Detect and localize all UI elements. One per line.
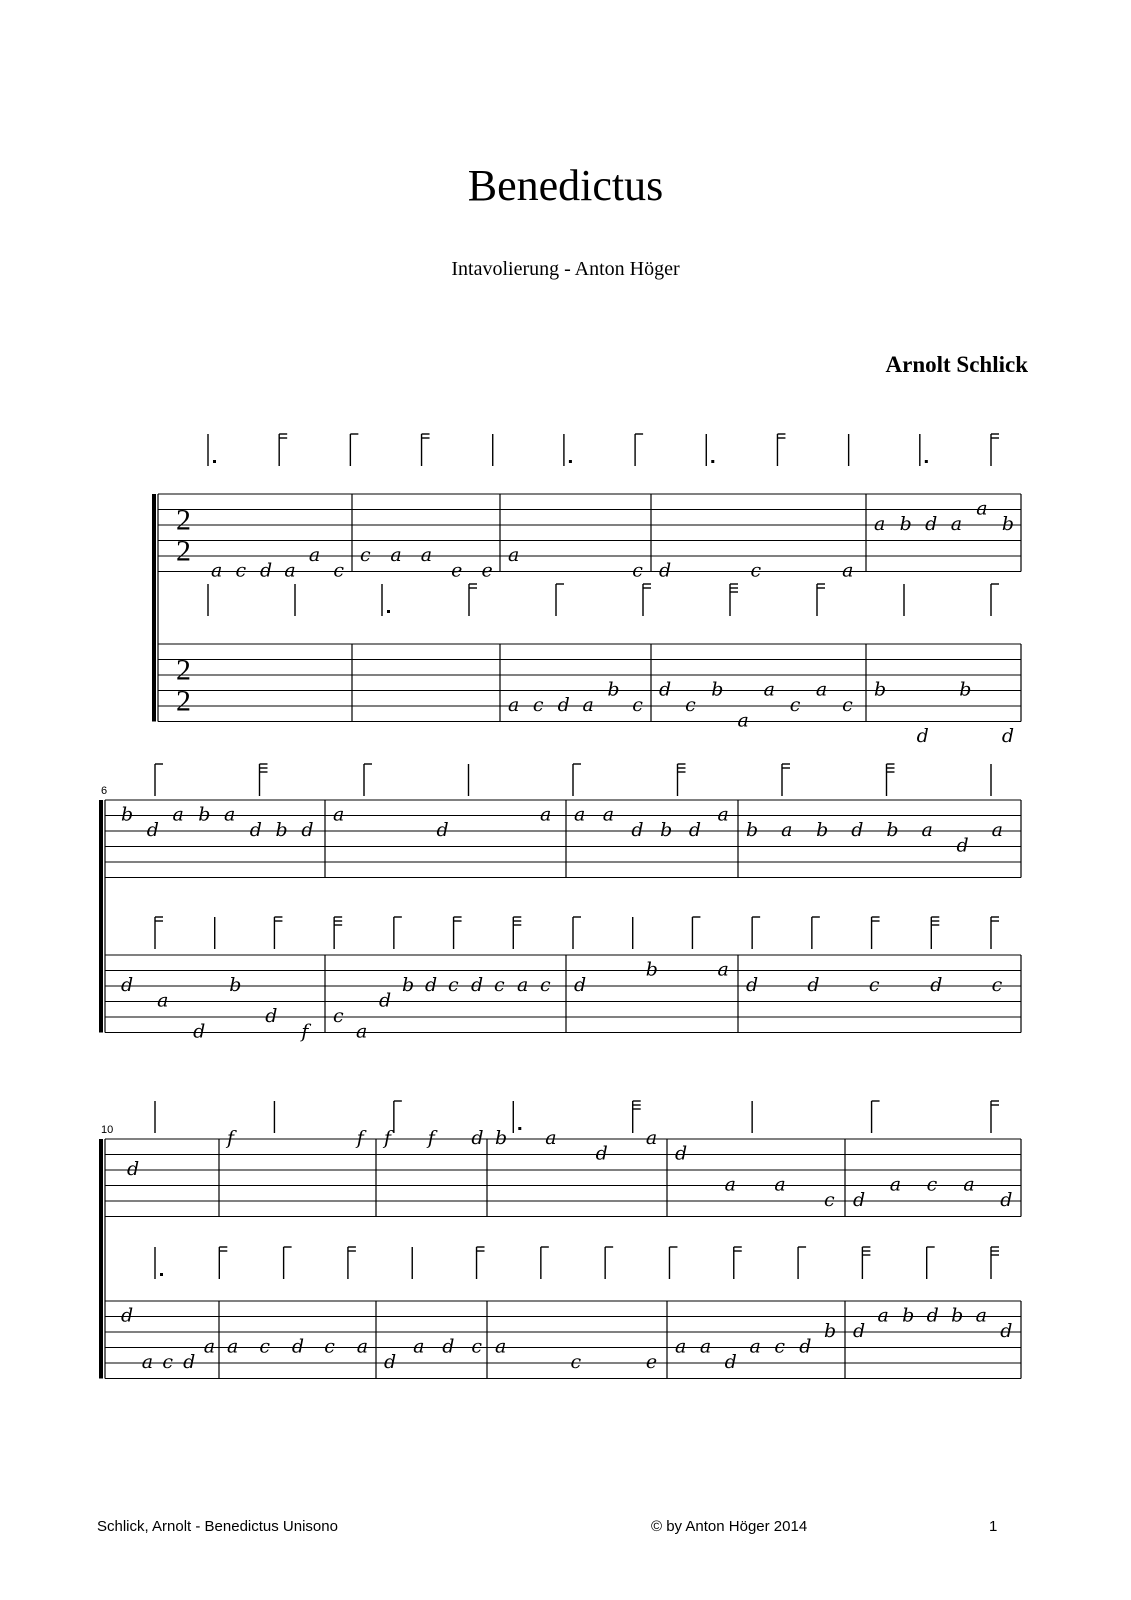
time-signature-lower: 2 xyxy=(176,684,191,718)
tab-letter: d xyxy=(659,678,672,701)
tab-letter: d xyxy=(471,974,484,996)
tab-letter: d xyxy=(659,559,672,582)
tab-letter: a xyxy=(991,819,1003,841)
tab-letter: f xyxy=(301,1020,309,1043)
tab-letter: d xyxy=(146,819,159,841)
tab-letter: c xyxy=(824,1189,835,1211)
tab-letter: a xyxy=(815,678,828,701)
tab-letter: a xyxy=(413,1335,425,1358)
tab-letter: b xyxy=(951,1304,964,1327)
tab-letter: c xyxy=(632,694,643,716)
tab-letter: c xyxy=(448,974,459,996)
tab-letter: a xyxy=(517,974,529,996)
rhythm-dot xyxy=(160,1273,163,1276)
tab-letter: d xyxy=(956,834,969,857)
tab-letter: a xyxy=(675,1335,687,1358)
tab-letter: c xyxy=(789,694,801,716)
tab-letter: c xyxy=(685,694,696,716)
tab-letter: b xyxy=(711,678,724,701)
tab-letter: d xyxy=(249,819,262,841)
tab-letter: d xyxy=(121,1304,134,1327)
tab-letter: d xyxy=(301,819,314,841)
tab-letter: c xyxy=(632,559,643,582)
tab-letter: c xyxy=(540,974,551,996)
tab-letter: d xyxy=(916,725,929,747)
tab-letter: d xyxy=(379,989,392,1012)
tab-letter: b xyxy=(902,1304,915,1327)
tab-letter: c xyxy=(259,1335,271,1358)
page-number: 1 xyxy=(989,1518,998,1535)
page-title: Benedictus xyxy=(467,161,664,210)
rhythm-dot xyxy=(387,610,390,613)
tab-letter: b xyxy=(645,958,658,981)
page-subtitle: Intavolierung - Anton Höger xyxy=(451,258,680,280)
tab-letter: f xyxy=(356,1127,364,1149)
tab-letter: d xyxy=(259,559,273,582)
tab-letter: a xyxy=(724,1173,737,1196)
tab-letter: d xyxy=(851,819,864,841)
tab-letter: a xyxy=(420,544,433,566)
tab-letter: c xyxy=(324,1335,335,1358)
tab-letter: d xyxy=(265,1005,278,1027)
tab-letter: d xyxy=(853,1189,866,1211)
tab-letter: f xyxy=(427,1127,435,1149)
measure-number: 10 xyxy=(101,1124,114,1136)
rhythm-dot xyxy=(213,460,216,463)
tab-letter: b xyxy=(660,819,673,841)
tab-letter: b xyxy=(824,1320,837,1342)
tab-letter: d xyxy=(471,1127,484,1149)
tab-letter: b xyxy=(607,678,620,701)
tab-letter: f xyxy=(227,1127,235,1149)
tab-letter: b xyxy=(746,819,759,841)
tab-letter: b xyxy=(899,513,912,535)
tab-letter: c xyxy=(532,694,544,716)
tab-letter: a xyxy=(224,803,236,826)
tab-letter: a xyxy=(495,1335,507,1358)
tab-letter: d xyxy=(127,1158,140,1180)
tab-letter: c xyxy=(162,1351,174,1373)
composer-name: Arnolt Schlick xyxy=(885,352,1028,377)
rhythm-dot xyxy=(711,460,714,463)
tab-letter: d xyxy=(425,974,438,996)
tab-letter: a xyxy=(717,958,729,981)
tab-letter: b xyxy=(816,819,829,841)
tab-letter: a xyxy=(975,1304,987,1327)
tab-letter: d xyxy=(1001,725,1015,747)
tab-letter: a xyxy=(950,513,963,535)
tab-letter: a xyxy=(842,559,854,582)
tab-letter: d xyxy=(595,1142,608,1165)
tab-letter: a xyxy=(157,989,169,1012)
tab-letter: a xyxy=(508,694,520,716)
tab-letter: a xyxy=(602,803,615,826)
rhythm-dot xyxy=(518,1127,521,1130)
tab-letter: b xyxy=(1001,513,1015,535)
tab-letter: a xyxy=(582,694,594,716)
tab-letter: d xyxy=(853,1320,866,1342)
tab-letter: f xyxy=(384,1127,392,1149)
tab-letter: d xyxy=(1000,1320,1013,1342)
tab-letter: a xyxy=(390,544,402,566)
tab-letter: a xyxy=(574,803,586,826)
tab-letter: b xyxy=(495,1127,508,1149)
tab-letter: a xyxy=(508,544,520,566)
tab-letter: a xyxy=(976,497,988,520)
tab-letter: a xyxy=(141,1351,154,1373)
tab-letter: d xyxy=(925,513,938,535)
tab-letter: d xyxy=(574,974,587,996)
tab-letter: d xyxy=(1000,1189,1013,1211)
time-signature-upper: 2 xyxy=(176,653,191,687)
tab-letter: a xyxy=(737,709,749,732)
tab-letter: c xyxy=(471,1335,483,1358)
rhythm-dot xyxy=(925,460,928,463)
tab-letter: a xyxy=(774,1173,786,1196)
tab-letter: d xyxy=(557,694,570,716)
tab-letter: d xyxy=(631,819,644,841)
tab-letter: a xyxy=(227,1335,239,1358)
tab-letter: a xyxy=(172,803,184,826)
tab-letter: a xyxy=(308,544,321,566)
tab-letter: b xyxy=(198,803,211,826)
tab-letter: a xyxy=(203,1335,216,1358)
tab-letter: e xyxy=(451,559,463,582)
tab-letter: a xyxy=(963,1173,975,1196)
tab-letter: c xyxy=(842,694,853,716)
tab-letter: c xyxy=(750,559,762,582)
tab-letter: a xyxy=(356,1020,368,1043)
tab-letter: a xyxy=(356,1335,369,1358)
tab-letter: c xyxy=(235,559,247,582)
tab-letter: d xyxy=(724,1351,737,1373)
system-brace xyxy=(152,494,156,722)
tab-letter: c xyxy=(926,1173,938,1196)
tab-letter: e xyxy=(645,1351,658,1373)
tab-letter: d xyxy=(930,974,943,996)
tab-letter: d xyxy=(121,974,134,996)
tab-letter: a xyxy=(921,819,933,841)
tab-letter: b xyxy=(275,819,288,841)
tab-letter: a xyxy=(699,1335,712,1358)
tab-letter: a xyxy=(889,1173,902,1196)
tab-letter: d xyxy=(746,974,759,996)
tab-letter: c xyxy=(333,559,345,582)
tab-letter: a xyxy=(877,1304,889,1327)
tab-letter: d xyxy=(183,1351,196,1373)
tab-letter: c xyxy=(868,974,880,996)
tab-letter: d xyxy=(193,1020,206,1043)
tab-letter: b xyxy=(959,678,972,701)
tab-letter: a xyxy=(874,513,886,535)
tab-letter: c xyxy=(360,544,371,566)
tab-letter: d xyxy=(807,974,820,996)
tab-letter: b xyxy=(402,974,415,996)
tab-letter: a xyxy=(763,678,775,701)
tab-letter: b xyxy=(229,974,242,996)
tab-letter: a xyxy=(717,803,729,826)
tab-letter: b xyxy=(121,803,134,826)
tab-letter: a xyxy=(545,1127,557,1149)
tab-letter: d xyxy=(436,819,449,841)
tab-letter: a xyxy=(211,559,223,582)
system-brace xyxy=(99,1139,103,1379)
tab-letter: c xyxy=(570,1351,582,1373)
tab-letter: d xyxy=(675,1142,688,1165)
tab-letter: e xyxy=(481,559,493,582)
tab-letter: d xyxy=(291,1335,305,1358)
time-signature-lower: 2 xyxy=(176,534,191,568)
tab-letter: a xyxy=(749,1335,761,1358)
tab-letter: b xyxy=(874,678,887,701)
tab-letter: d xyxy=(926,1304,939,1327)
tab-letter: d xyxy=(384,1351,397,1373)
time-signature-upper: 2 xyxy=(176,503,191,537)
footer-copyright: © by Anton Höger 2014 xyxy=(651,1518,808,1535)
tab-letter: c xyxy=(494,974,505,996)
tab-letter: d xyxy=(442,1335,455,1358)
measure-number: 6 xyxy=(101,785,108,797)
tab-letter: a xyxy=(781,819,793,841)
tab-letter: a xyxy=(284,559,296,582)
tab-letter: c xyxy=(333,1005,344,1027)
tab-letter: a xyxy=(540,803,552,826)
tab-letter: c xyxy=(991,974,1003,996)
tab-letter: a xyxy=(333,803,345,826)
tab-letter: d xyxy=(799,1335,812,1358)
tab-letter: a xyxy=(645,1127,658,1149)
tab-letter: c xyxy=(774,1335,786,1358)
system-brace xyxy=(99,800,103,1033)
rhythm-dot xyxy=(569,460,572,463)
tab-letter: b xyxy=(886,819,899,841)
tab-letter: d xyxy=(688,819,701,841)
footer-left: Schlick, Arnolt - Benedictus Unisono xyxy=(97,1518,338,1535)
